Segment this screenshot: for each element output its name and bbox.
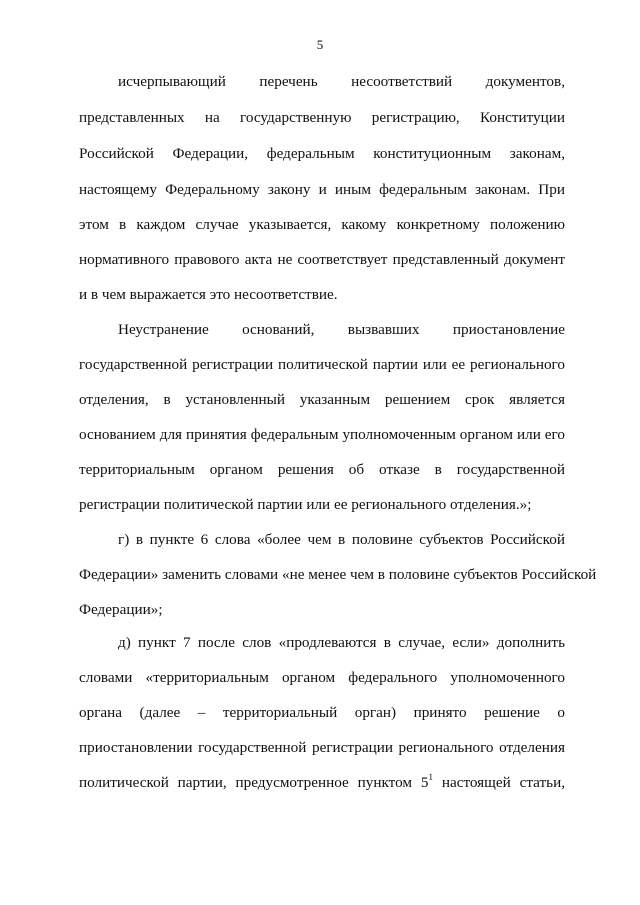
- text-line-with-superscript: [79, 773, 565, 793]
- text-line: словами «территориальным органом федерального уполномоченного: [79, 669, 565, 686]
- text-line: настоящему Федеральному закону и иным федеральным законам. При: [79, 181, 565, 198]
- text-line: Федерации» заменить словами «не менее чем в половине субъектов Российской: [79, 566, 597, 583]
- text-segment: настоящей статьи,: [441, 774, 565, 791]
- text-line: д) пункт 7 после слов «продлеваются в случае, если» дополнить: [118, 634, 565, 651]
- text-line: г) в пункте 6 слова «более чем в половине субъектов Российской: [118, 531, 565, 548]
- text-line: и в чем выражается это несоответствие.: [79, 286, 338, 303]
- text-line: этом в каждом случае указывается, какому конкретному положению: [79, 216, 565, 233]
- superscript: 1: [428, 771, 433, 782]
- text-line: приостановлении государственной регистрации регионального отделения: [79, 739, 565, 756]
- text-line: Неустранение оснований, вызвавших приостановление: [118, 321, 565, 338]
- text-line: территориальным органом решения об отказе в государственной: [79, 461, 565, 478]
- text-line: Российской Федерации, федеральным конституционным законам,: [79, 145, 565, 162]
- text-line: органа (далее – территориальный орган) принято решение о: [79, 704, 565, 721]
- text-line: государственной регистрации политической партии или ее регионального: [79, 356, 565, 373]
- text-line: основанием для принятия федеральным уполномоченным органом или его: [79, 426, 565, 443]
- text-line: Федерации»;: [79, 601, 163, 618]
- text-line: представленных на государственную регистрацию, Конституции: [79, 109, 565, 126]
- text-line: нормативного правового акта не соответствует представленный документ: [79, 251, 565, 268]
- page-number: 5: [316, 37, 324, 52]
- text-line: отделения, в установленный указанным решением срок является: [79, 391, 565, 408]
- text-line: исчерпывающий перечень несоответствий документов,: [118, 73, 565, 90]
- text-line: регистрации политической партии или ее регионального отделения.»;: [79, 496, 532, 513]
- text-segment: политической партии, предусмотренное пунктом 5: [79, 774, 429, 791]
